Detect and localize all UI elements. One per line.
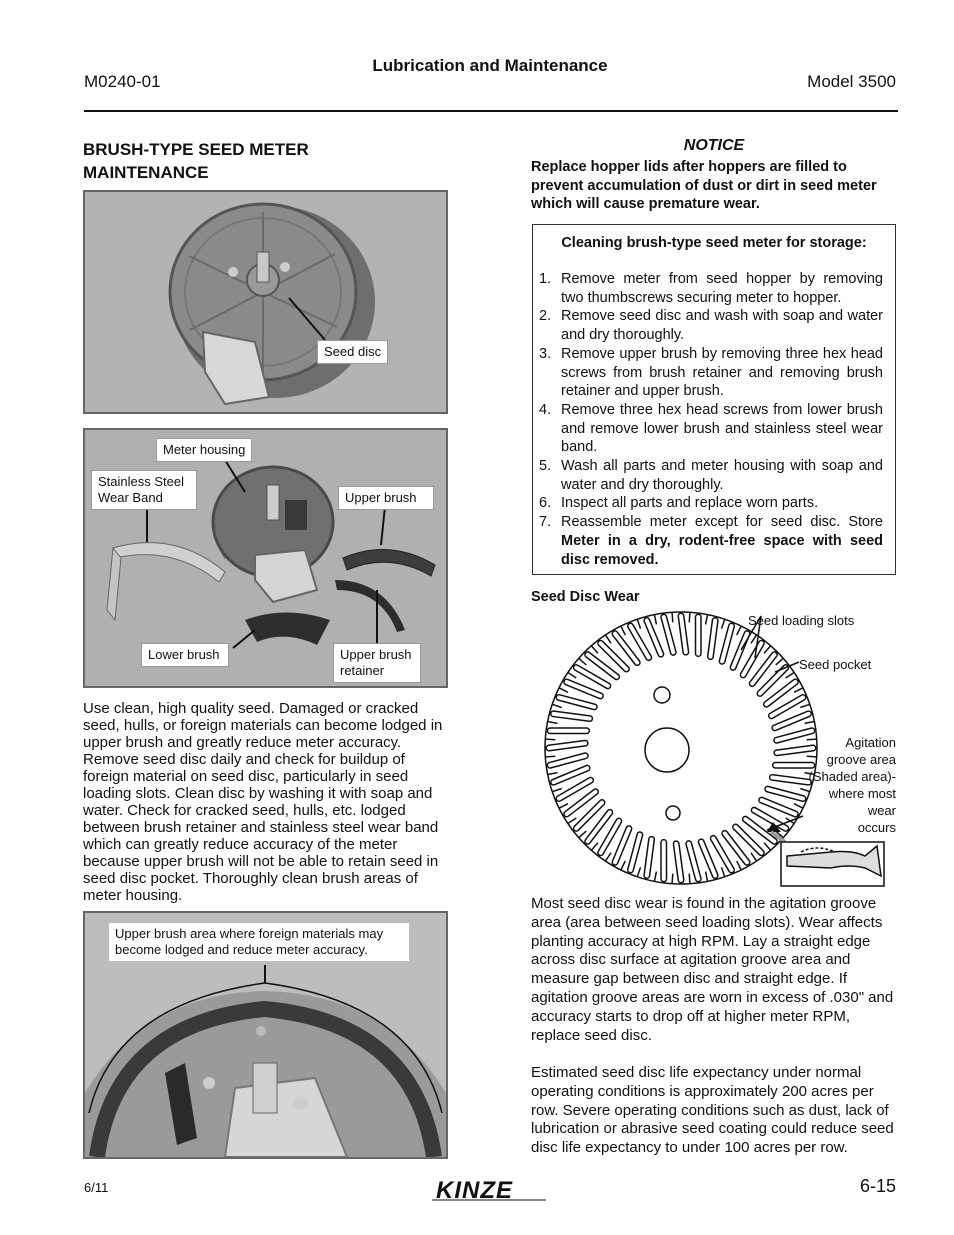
page-number: 6-15: [859, 1176, 896, 1196]
list-item: 3. Remove upper brush by removing three hex head screws from brush retainer and removing brush retainer and upper brush.: [539, 345, 883, 400]
label-seed-loading-slots: Seed loading slots: [748, 613, 855, 628]
seed-pocket: [689, 612, 690, 622]
seed-pocket: [545, 739, 555, 740]
svg-text:KINZE: KINZE: [436, 1177, 513, 1202]
label-seed-pocket: Seed pocket: [799, 657, 872, 672]
agitation-line: wear: [867, 803, 896, 818]
list-item: 6. Inspect all parts and replace worn parts.: [539, 495, 819, 512]
seed-pocket: [545, 756, 555, 757]
callout-upper-brush-retainer: Upper brush retainer: [333, 643, 421, 683]
callout-lower-brush: Lower brush: [141, 643, 229, 667]
seed-pocket: [672, 874, 673, 884]
seed-cleaning-paragraph: Use clean, high quality seed. Damaged or cracked seed, hulls, or foreign materials can become lodged in upper brush and greatly reduce meter accuracy. Remove seed disc daily and check for buildup of foreign material on seed disc, particularly in seed loading slots. Clean disc by washing it with soap and water. Check for cracked seed, hulls, etc. lodged between brush retainer and stainless steel wear band which can greatly reduce accuracy of the meter because upper brush will not be able to retain seed in seed disc pocket. Thoroughly clean brush areas of meter housing.: [83, 700, 443, 904]
footer-date: 6/11: [84, 1180, 109, 1195]
upper-brush-area-photo: [83, 911, 448, 1159]
notice-text: Replace hopper lids after hoppers are filled to prevent accumulation of dust or dirt in seed meter which will cause premature wear.: [531, 159, 877, 212]
agitation-line: (Shaded area)-: [808, 769, 896, 784]
agitation-line: groove area: [826, 752, 896, 767]
seed-pocket: [672, 612, 673, 622]
seed-disc-wear-heading: Seed Disc Wear: [531, 589, 640, 605]
agitation-line: where most: [828, 786, 896, 801]
callout-upper-brush-area: Upper brush area where foreign materials may become lodged and reduce meter accuracy.: [109, 923, 409, 961]
model-name: Model 3500: [807, 72, 896, 91]
agitation-line: Agitation: [845, 735, 896, 750]
callout-wear-band: Stainless Steel Wear Band: [91, 470, 197, 510]
kinze-logo: [432, 1176, 552, 1207]
storage-steps: [539, 270, 883, 569]
disc-life-paragraph: Estimated seed disc life expectancy under normal operating conditions is approximately 200 acres per row. Severe operating conditions such as dust, lack of lubrication or abrasive seed coating could reduce seed disc life expectancy to under 100 acres per row.: [531, 1064, 894, 1157]
notice-title: NOTICE: [683, 137, 745, 154]
page-heading: BRUSH-TYPE SEED METER MAINTENANCE: [83, 140, 309, 182]
seed-pocket: [689, 874, 690, 884]
callout-seed-disc: Seed disc: [317, 340, 388, 364]
storage-box-title: Cleaning brush-type seed meter for storage:: [561, 235, 867, 251]
disc-wear-paragraph: Most seed disc wear is found in the agitation groove area (area between seed loading slots). Wear affects planting accuracy at high RPM. Lay a straight edge across disc surface at agitation groove area and measure gap between disc and straight edge. If agitation groove areas are worn in excess of .030" and accuracy starts to drop off at higher meter RPM, replace seed disc.: [531, 895, 894, 1044]
seed-disc-illustration: [85, 192, 446, 412]
list-item: 7. Reassemble meter except for seed disc. Store Meter in a dry, rodent-free space with seed disc removed.: [539, 514, 883, 568]
section-title: Lubrication and Maintenance: [372, 56, 608, 75]
seed-disc-photo: [83, 190, 448, 414]
callout-upper-brush: Upper brush: [338, 486, 434, 510]
kinze-logo-mark: [432, 1176, 552, 1202]
document-number: M0240-01: [84, 72, 161, 91]
callout-meter-housing: Meter housing: [156, 438, 252, 462]
storage-instructions-box: [532, 224, 896, 575]
list-item: 4. Remove three hex head screws from lower brush and remove lower brush and stainless steel wear band.: [539, 401, 883, 456]
header-rule: [84, 110, 898, 112]
list-item: 1. Remove meter from seed hopper by removing two thumbscrews securing meter to hopper.: [539, 271, 883, 306]
meter-parts-photo: [83, 428, 448, 688]
agitation-line: occurs: [857, 820, 896, 835]
label-agitation-groove: [809, 734, 896, 836]
list-item: 5. Wash all parts and meter housing with soap and water and dry thoroughly.: [539, 458, 883, 493]
seed-disc-wear-diagram: [531, 606, 896, 890]
list-item: 2. Remove seed disc and wash with soap and water and dry thoroughly.: [539, 308, 883, 344]
